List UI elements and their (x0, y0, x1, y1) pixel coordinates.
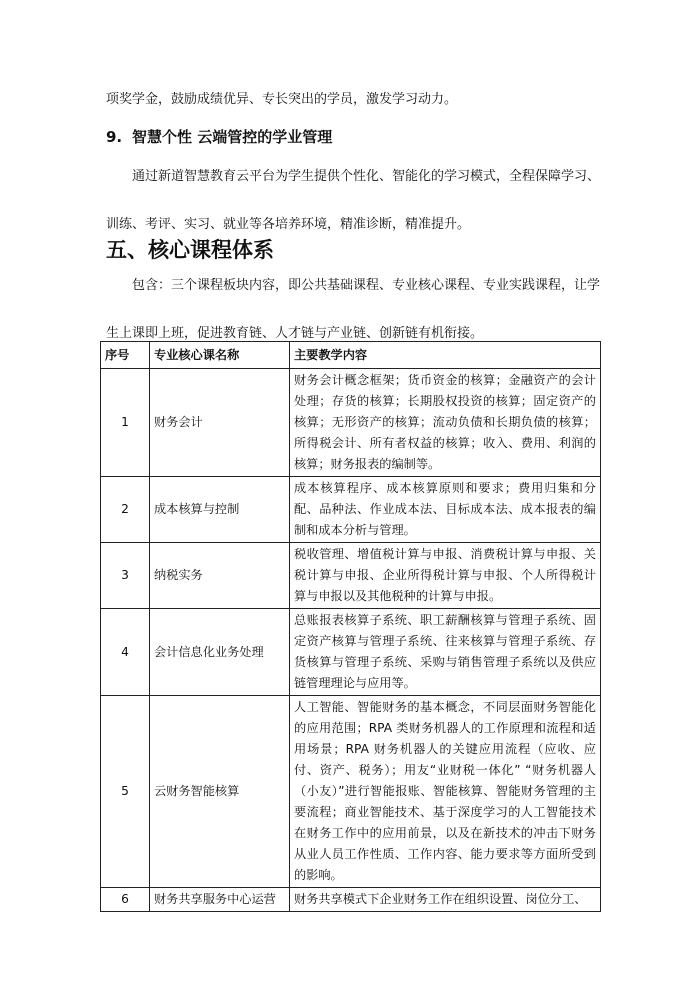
header-content: 主要教学内容 (290, 342, 601, 369)
row-no: 5 (101, 696, 150, 888)
table-row (101, 369, 601, 477)
table-row (101, 477, 601, 543)
intro-paragraph-tail: 项奖学金，鼓励成绩优异、专长突出的学员，激发学习动力。 (106, 92, 458, 107)
section-9-number: 9. (106, 128, 123, 146)
row-content: 财务共享模式下企业财务工作在组织设置、岗位分工、 (290, 888, 601, 912)
chapter-5-title: 五、核心课程体系 (106, 238, 274, 262)
table-row (101, 888, 601, 912)
core-course-table (100, 341, 601, 912)
row-course-name: 纳税实务 (150, 543, 290, 609)
section-9-title: 智慧个性 云端管控的学业管理 (132, 128, 333, 146)
row-course-name: 云财务智能核算 (150, 696, 290, 888)
row-content: 人工智能、智能财务的基本概念，不同层面财务智能化的应用范围；RPA 类财务机器人的工作原理和流程和适用场景；RPA 财务机器人的关键应用流程（应收、应付、资产、税务）；用友“业财税一体化” “财务机器人（小友）”进行智能报账、智能核算、智能财务管理的主要流程；商业智能技术、基于深度学习的人工智能技术在财务工作中的应用前景，以及在新技术的冲击下财务从业人员工作性质、工作内容、能力要求等方面所受到的影响。 (290, 696, 601, 888)
row-no: 3 (101, 543, 150, 609)
row-no: 1 (101, 369, 150, 477)
row-content: 总账报表核算子系统、职工薪酬核算与管理子系统、固定资产核算与管理子系统、往来核算与管理子系统、存货核算与管理子系统、采购与销售管理子系统以及供应链管理理论与应用等。 (290, 609, 601, 696)
row-course-name: 财务会计 (150, 369, 290, 477)
table-row (101, 543, 601, 609)
table-row (101, 609, 601, 696)
chapter-5-body: 包含：三个课程板块内容，即公共基础课程、专业核心课程、专业实践课程，让学生上课即上班，促进教育链、人才链与产业链、创新链有机衔接。 (106, 278, 601, 341)
row-no: 4 (101, 609, 150, 696)
table-row (101, 696, 601, 888)
section-9-body: 通过新道智慧教育云平台为学生提供个性化、智能化的学习模式，全程保障学习、训练、考评、实习、就业等各培养环境，精准诊断，精准提升。 (106, 169, 601, 232)
row-course-name: 财务共享服务中心运营 (150, 888, 290, 912)
row-no: 6 (101, 888, 150, 912)
row-no: 2 (101, 477, 150, 543)
table-header-row (101, 342, 601, 369)
section-9-heading (106, 124, 332, 150)
row-content: 财务会计概念框架；货币资金的核算；金融资产的会计处理；存货的核算；长期股权投资的核算；固定资产的核算；无形资产的核算；流动负债和长期负债的核算；所得税会计、所有者权益的核算；收入、费用、利润的核算；财务报表的编制等。 (290, 369, 601, 477)
row-content: 成本核算程序、成本核算原则和要求；费用归集和分配、品种法、作业成本法、目标成本法、成本报表的编制和成本分析与管理。 (290, 477, 601, 543)
header-no: 序号 (101, 342, 150, 369)
row-content: 税收管理、增值税计算与申报、消费税计算与申报、关税计算与申报、企业所得税计算与申报、个人所得税计算与申报以及其他税种的计算与申报。 (290, 543, 601, 609)
row-course-name: 会计信息化业务处理 (150, 609, 290, 696)
row-course-name: 成本核算与控制 (150, 477, 290, 543)
header-course-name: 专业核心课名称 (150, 342, 290, 369)
